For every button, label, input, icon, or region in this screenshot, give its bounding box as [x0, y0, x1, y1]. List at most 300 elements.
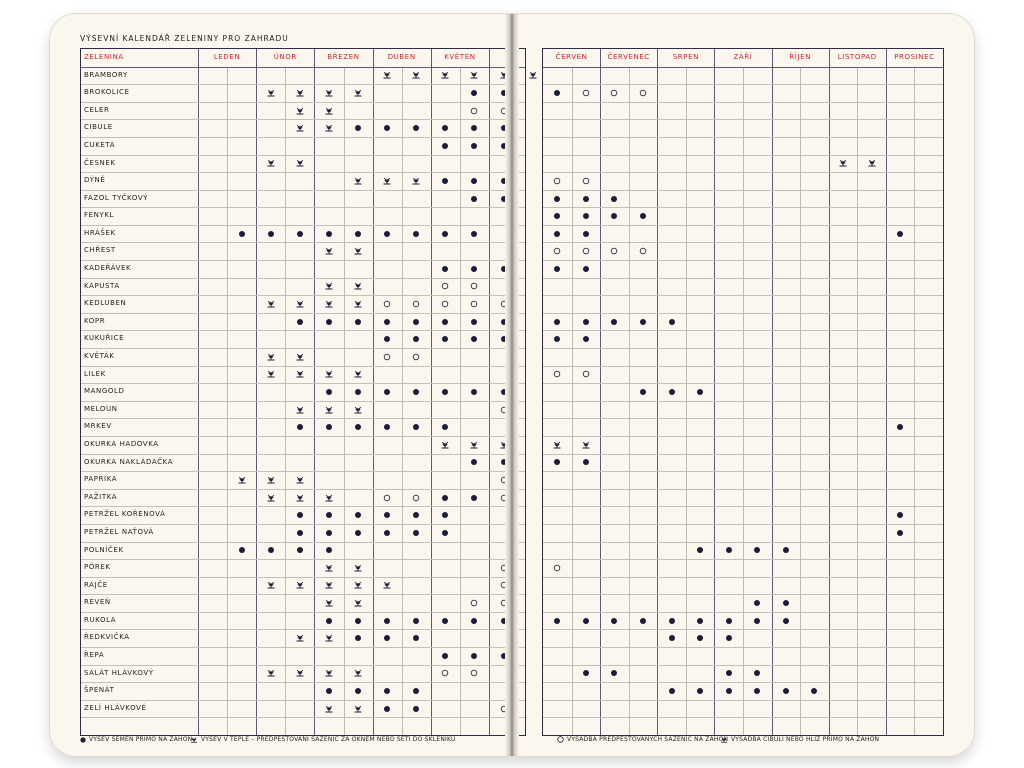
direct-sowing-dot: [295, 510, 305, 520]
transplant-circle: [382, 493, 392, 503]
direct-sowing-dot: [581, 616, 591, 626]
transplant-circle: [469, 598, 479, 608]
seedling-mark: [266, 475, 276, 485]
direct-sowing-dot: [469, 493, 479, 503]
direct-sowing-dot: [295, 229, 305, 239]
vegetable-name: FAZOL TYČKOVÝ: [84, 193, 149, 202]
direct-sowing-dot: [324, 229, 334, 239]
direct-sowing-dot: [724, 616, 734, 626]
seedling-mark: [353, 176, 363, 186]
direct-sowing-dot: [581, 317, 591, 327]
direct-sowing-dot: [440, 123, 450, 133]
grid-row-line: [543, 559, 943, 560]
seedling-mark: [353, 88, 363, 98]
seedling-mark: [353, 299, 363, 309]
vegetable-name: CIBULE: [84, 123, 113, 132]
direct-sowing-dot: [411, 123, 421, 133]
month-header: ČERVENEC: [607, 53, 650, 61]
seedling-mark: [867, 158, 877, 168]
transplant-circle: [581, 246, 591, 256]
vegetable-name: LILEK: [84, 369, 106, 378]
direct-sowing-dot: [469, 229, 479, 239]
seedling-mark: [469, 70, 479, 80]
grid-row-line: [543, 524, 943, 525]
transplant-circle: [411, 493, 421, 503]
legend-dot-label: VÝSEV SEMEN PŘÍMO NA ZÁHON: [89, 736, 193, 743]
transplant-circle: [440, 299, 450, 309]
grid-row-line: [81, 330, 525, 331]
seedling-mark: [353, 369, 363, 379]
grid-column-line: [431, 49, 432, 735]
direct-sowing-dot: [382, 422, 392, 432]
grid-row-line: [81, 489, 525, 490]
direct-sowing-dot: [724, 668, 734, 678]
direct-sowing-dot: [469, 651, 479, 661]
direct-sowing-dot: [724, 633, 734, 643]
direct-sowing-dot: [552, 264, 562, 274]
direct-sowing-dot: [781, 598, 791, 608]
seedling-mark: [324, 493, 334, 503]
seedling-mark: [324, 281, 334, 291]
direct-sowing-dot: [667, 686, 677, 696]
direct-sowing-dot: [752, 668, 762, 678]
direct-sowing-dot: [411, 528, 421, 538]
direct-sowing-dot: [353, 317, 363, 327]
grid-row-line: [81, 647, 525, 648]
left-calendar-grid: [80, 48, 526, 736]
direct-sowing-dot: [469, 88, 479, 98]
vegetable-name: CUKETA: [84, 140, 116, 149]
vegetable-name: ZELÍ HLÁVKOVÉ: [84, 703, 147, 712]
direct-sowing-dot: [695, 545, 705, 555]
direct-sowing-dot: [440, 334, 450, 344]
seedling-icon: [190, 737, 198, 743]
direct-sowing-dot: [237, 545, 247, 555]
direct-sowing-dot: [581, 211, 591, 221]
open-planner-book: [50, 14, 974, 756]
direct-sowing-dot: [609, 668, 619, 678]
seedling-mark: [295, 123, 305, 133]
direct-sowing-dot: [382, 317, 392, 327]
direct-sowing-dot: [411, 510, 421, 520]
direct-sowing-dot: [382, 633, 392, 643]
direct-sowing-dot: [638, 387, 648, 397]
right-page: [512, 14, 974, 756]
direct-sowing-dot: [667, 317, 677, 327]
grid-row-line: [81, 594, 525, 595]
hollow-circle-icon: [557, 736, 564, 743]
direct-sowing-dot: [411, 334, 421, 344]
seedling-mark: [324, 369, 334, 379]
month-header: LISTOPAD: [837, 53, 877, 61]
direct-sowing-dot: [609, 317, 619, 327]
grid-row-line: [543, 190, 943, 191]
seedling-mark: [324, 299, 334, 309]
legend-dot-item: [80, 736, 192, 743]
seedling-mark: [324, 246, 334, 256]
vegetable-name: DÝNĚ: [84, 176, 106, 185]
seedling-mark: [469, 440, 479, 450]
direct-sowing-dot: [581, 457, 591, 467]
grid-column-line: [886, 49, 887, 735]
direct-sowing-dot: [695, 633, 705, 643]
direct-sowing-dot: [353, 528, 363, 538]
month-header: KVĚTEN: [444, 53, 476, 61]
grid-row-line: [81, 295, 525, 296]
direct-sowing-dot: [695, 387, 705, 397]
direct-sowing-dot: [440, 264, 450, 274]
seedling-mark: [324, 580, 334, 590]
seedling-mark: [440, 70, 450, 80]
direct-sowing-dot: [382, 686, 392, 696]
seedling-mark: [382, 176, 392, 186]
seedling-mark: [295, 352, 305, 362]
grid-row-line: [543, 542, 943, 543]
vegetable-name: OKURKA HADOVKA: [84, 439, 159, 448]
seedling-mark: [295, 633, 305, 643]
grid-row-line: [81, 155, 525, 156]
seedling-mark: [353, 580, 363, 590]
seedling-mark: [295, 299, 305, 309]
direct-sowing-dot: [411, 686, 421, 696]
seedling-mark: [266, 158, 276, 168]
direct-sowing-dot: [440, 528, 450, 538]
transplant-circle: [552, 563, 562, 573]
grid-row-line: [543, 612, 943, 613]
grid-column-line: [198, 49, 199, 735]
direct-sowing-dot: [353, 123, 363, 133]
direct-sowing-dot: [581, 264, 591, 274]
direct-sowing-dot: [440, 229, 450, 239]
seedling-mark: [353, 598, 363, 608]
direct-sowing-dot: [440, 651, 450, 661]
transplant-circle: [581, 88, 591, 98]
direct-sowing-dot: [440, 616, 450, 626]
seedling-mark: [266, 88, 276, 98]
direct-sowing-dot: [353, 422, 363, 432]
direct-sowing-dot: [667, 387, 677, 397]
direct-sowing-dot: [382, 528, 392, 538]
direct-sowing-dot: [469, 334, 479, 344]
direct-sowing-dot: [469, 141, 479, 151]
vegetable-name: KVĚTÁK: [84, 352, 115, 361]
vegetable-name: PETRŽEL KOŘENOVÁ: [84, 510, 166, 519]
direct-sowing-dot: [469, 176, 479, 186]
column-header-vegetable: ZELENINA: [84, 53, 124, 61]
vegetable-name: POLNÍČEK: [84, 545, 124, 554]
direct-sowing-dot: [895, 422, 905, 432]
direct-sowing-dot: [552, 194, 562, 204]
seedling-mark: [266, 352, 276, 362]
grid-row-line: [543, 383, 943, 384]
seedling-mark: [324, 405, 334, 415]
direct-sowing-dot: [324, 317, 334, 327]
direct-sowing-dot: [469, 387, 479, 397]
month-header: SRPEN: [672, 53, 699, 61]
grid-row-line: [81, 418, 525, 419]
direct-sowing-dot: [382, 123, 392, 133]
direct-sowing-dot: [411, 229, 421, 239]
direct-sowing-dot: [581, 229, 591, 239]
direct-sowing-dot: [237, 229, 247, 239]
grid-row-line: [81, 559, 525, 560]
grid-row-line: [81, 700, 525, 701]
direct-sowing-dot: [469, 194, 479, 204]
direct-sowing-dot: [609, 616, 619, 626]
grid-row-line: [81, 366, 525, 367]
transplant-circle: [638, 88, 648, 98]
seedling-mark: [581, 440, 591, 450]
direct-sowing-dot: [440, 176, 450, 186]
direct-sowing-dot: [552, 229, 562, 239]
filled-dot-icon: [80, 737, 86, 743]
grid-row-line: [543, 401, 943, 402]
vegetable-name: KEDLUBEN: [84, 299, 127, 308]
transplant-circle: [382, 299, 392, 309]
direct-sowing-dot: [895, 510, 905, 520]
grid-row-line: [81, 207, 525, 208]
legend-onion-label: VÝSADBA CIBULÍ NEBO HLÍZ PŘÍMO NA ZÁHON: [731, 736, 880, 743]
grid-row-line: [543, 172, 943, 173]
grid-row-line: [543, 700, 943, 701]
grid-row-line: [543, 594, 943, 595]
grid-column-line: [373, 49, 374, 735]
month-header: PROSINEC: [894, 53, 935, 61]
grid-row-line: [543, 313, 943, 314]
transplant-circle: [609, 246, 619, 256]
direct-sowing-dot: [638, 317, 648, 327]
month-header: LEDEN: [213, 53, 241, 61]
seedling-mark: [295, 580, 305, 590]
direct-sowing-dot: [695, 686, 705, 696]
grid-row-line: [543, 295, 943, 296]
vegetable-name: OKURKA NAKLÁDAČKA: [84, 457, 174, 466]
direct-sowing-dot: [353, 633, 363, 643]
seedling-mark: [266, 580, 276, 590]
direct-sowing-dot: [895, 528, 905, 538]
seedling-mark: [353, 405, 363, 415]
grid-row-line: [81, 471, 525, 472]
direct-sowing-dot: [781, 545, 791, 555]
transplant-circle: [552, 176, 562, 186]
direct-sowing-dot: [469, 264, 479, 274]
vegetable-name: KUKUŘICE: [84, 334, 125, 343]
seedling-mark: [324, 88, 334, 98]
onion-seedling-icon: [720, 737, 728, 743]
direct-sowing-dot: [266, 229, 276, 239]
grid-row-line: [81, 313, 525, 314]
direct-sowing-dot: [552, 211, 562, 221]
direct-sowing-dot: [295, 422, 305, 432]
vegetable-name: RUKOLA: [84, 615, 117, 624]
seedling-mark: [324, 668, 334, 678]
grid-row-line: [81, 612, 525, 613]
vegetable-name: ŠPENÁT: [84, 686, 115, 695]
seedling-mark: [411, 176, 421, 186]
direct-sowing-dot: [382, 334, 392, 344]
grid-column-line: [829, 49, 830, 735]
vegetable-name: MRKEV: [84, 422, 112, 431]
direct-sowing-dot: [324, 528, 334, 538]
transplant-circle: [469, 106, 479, 116]
direct-sowing-dot: [382, 229, 392, 239]
seedling-mark: [324, 106, 334, 116]
seedling-mark: [552, 440, 562, 450]
grid-row-line: [81, 577, 525, 578]
transplant-circle: [469, 281, 479, 291]
seedling-mark: [838, 158, 848, 168]
vegetable-name: SALÁT HLÁVKOVÝ: [84, 668, 154, 677]
vegetable-name: KAPUSTA: [84, 281, 120, 290]
direct-sowing-dot: [609, 211, 619, 221]
seedling-mark: [295, 405, 305, 415]
grid-row-line: [543, 418, 943, 419]
vegetable-name: PAŽITKA: [84, 492, 118, 501]
direct-sowing-dot: [411, 317, 421, 327]
direct-sowing-dot: [440, 141, 450, 151]
grid-row-line: [543, 717, 943, 718]
grid-row-line: [81, 717, 525, 718]
direct-sowing-dot: [552, 457, 562, 467]
direct-sowing-dot: [552, 334, 562, 344]
grid-column-line: [314, 49, 315, 735]
direct-sowing-dot: [552, 317, 562, 327]
grid-row-line: [543, 506, 943, 507]
direct-sowing-dot: [382, 510, 392, 520]
seedling-mark: [295, 158, 305, 168]
transplant-circle: [440, 281, 450, 291]
seedling-mark: [295, 106, 305, 116]
seedling-mark: [440, 440, 450, 450]
seedling-mark: [353, 668, 363, 678]
direct-sowing-dot: [411, 704, 421, 714]
month-header: ZÁŘÍ: [733, 53, 753, 61]
direct-sowing-dot: [752, 686, 762, 696]
direct-sowing-dot: [324, 616, 334, 626]
direct-sowing-dot: [469, 616, 479, 626]
seedling-mark: [382, 580, 392, 590]
grid-row-line: [81, 84, 525, 85]
direct-sowing-dot: [440, 510, 450, 520]
grid-row-line: [543, 207, 943, 208]
seedling-mark: [353, 281, 363, 291]
direct-sowing-dot: [440, 317, 450, 327]
direct-sowing-dot: [411, 387, 421, 397]
direct-sowing-dot: [382, 387, 392, 397]
grid-column-line: [256, 49, 257, 735]
grid-column-line: [489, 49, 490, 735]
seedling-mark: [266, 369, 276, 379]
direct-sowing-dot: [440, 493, 450, 503]
grid-row-line: [543, 471, 943, 472]
grid-row-line: [81, 102, 525, 103]
direct-sowing-dot: [295, 545, 305, 555]
transplant-circle: [552, 246, 562, 256]
vegetable-name: ŘEDKVIČKA: [84, 633, 130, 642]
vegetable-name: MANGOLD: [84, 387, 125, 396]
grid-column-line: [714, 49, 715, 735]
direct-sowing-dot: [638, 616, 648, 626]
direct-sowing-dot: [809, 686, 819, 696]
seedling-mark: [295, 493, 305, 503]
vegetable-name: ŘEPA: [84, 651, 105, 660]
grid-row-line: [81, 278, 525, 279]
transplant-circle: [440, 668, 450, 678]
grid-row-line: [81, 348, 525, 349]
left-page: [50, 14, 512, 756]
seedling-mark: [324, 704, 334, 714]
vegetable-name: ČESNEK: [84, 158, 116, 167]
grid-row-line: [81, 67, 525, 68]
grid-row-line: [543, 137, 943, 138]
vegetable-name: FENYKL: [84, 211, 115, 220]
grid-row-line: [81, 172, 525, 173]
vegetable-name: CELER: [84, 105, 110, 114]
legend-circle-label: VÝSADBA PŘEDPĚSTOVANÝCH SAZENIC NA ZÁHON: [567, 736, 729, 743]
grid-row-line: [543, 119, 943, 120]
grid-row-line: [543, 242, 943, 243]
seedling-mark: [295, 88, 305, 98]
grid-column-line: [600, 49, 601, 735]
direct-sowing-dot: [752, 545, 762, 555]
grid-row-line: [81, 225, 525, 226]
direct-sowing-dot: [353, 616, 363, 626]
direct-sowing-dot: [382, 616, 392, 626]
grid-row-line: [543, 366, 943, 367]
transplant-circle: [638, 246, 648, 256]
grid-row-line: [81, 119, 525, 120]
direct-sowing-dot: [752, 616, 762, 626]
direct-sowing-dot: [695, 616, 705, 626]
direct-sowing-dot: [324, 545, 334, 555]
vegetable-name: BRAMBORY: [84, 70, 128, 79]
grid-row-line: [543, 155, 943, 156]
direct-sowing-dot: [266, 545, 276, 555]
vegetable-name: KOPR: [84, 316, 106, 325]
vegetable-name: CHŘEST: [84, 246, 116, 255]
page-title: VÝSEVNÍ KALENDÁŘ ZELENINY PRO ZAHRADU: [80, 34, 289, 43]
grid-row-line: [81, 137, 525, 138]
direct-sowing-dot: [440, 422, 450, 432]
seedling-mark: [411, 70, 421, 80]
transplant-circle: [411, 299, 421, 309]
grid-row-line: [543, 330, 943, 331]
grid-row-line: [543, 348, 943, 349]
grid-row-line: [81, 629, 525, 630]
direct-sowing-dot: [724, 686, 734, 696]
direct-sowing-dot: [752, 598, 762, 608]
direct-sowing-dot: [440, 387, 450, 397]
grid-row-line: [543, 102, 943, 103]
direct-sowing-dot: [324, 387, 334, 397]
direct-sowing-dot: [295, 317, 305, 327]
direct-sowing-dot: [552, 616, 562, 626]
vegetable-name: PAPRIKA: [84, 475, 118, 484]
transplant-circle: [552, 369, 562, 379]
grid-column-line: [657, 49, 658, 735]
direct-sowing-dot: [411, 633, 421, 643]
direct-sowing-dot: [638, 211, 648, 221]
direct-sowing-dot: [411, 422, 421, 432]
grid-row-line: [543, 84, 943, 85]
transplant-circle: [609, 88, 619, 98]
direct-sowing-dot: [781, 686, 791, 696]
direct-sowing-dot: [552, 88, 562, 98]
legend-onion-item: [720, 736, 879, 743]
direct-sowing-dot: [411, 616, 421, 626]
seedling-mark: [324, 563, 334, 573]
seedling-mark: [324, 633, 334, 643]
